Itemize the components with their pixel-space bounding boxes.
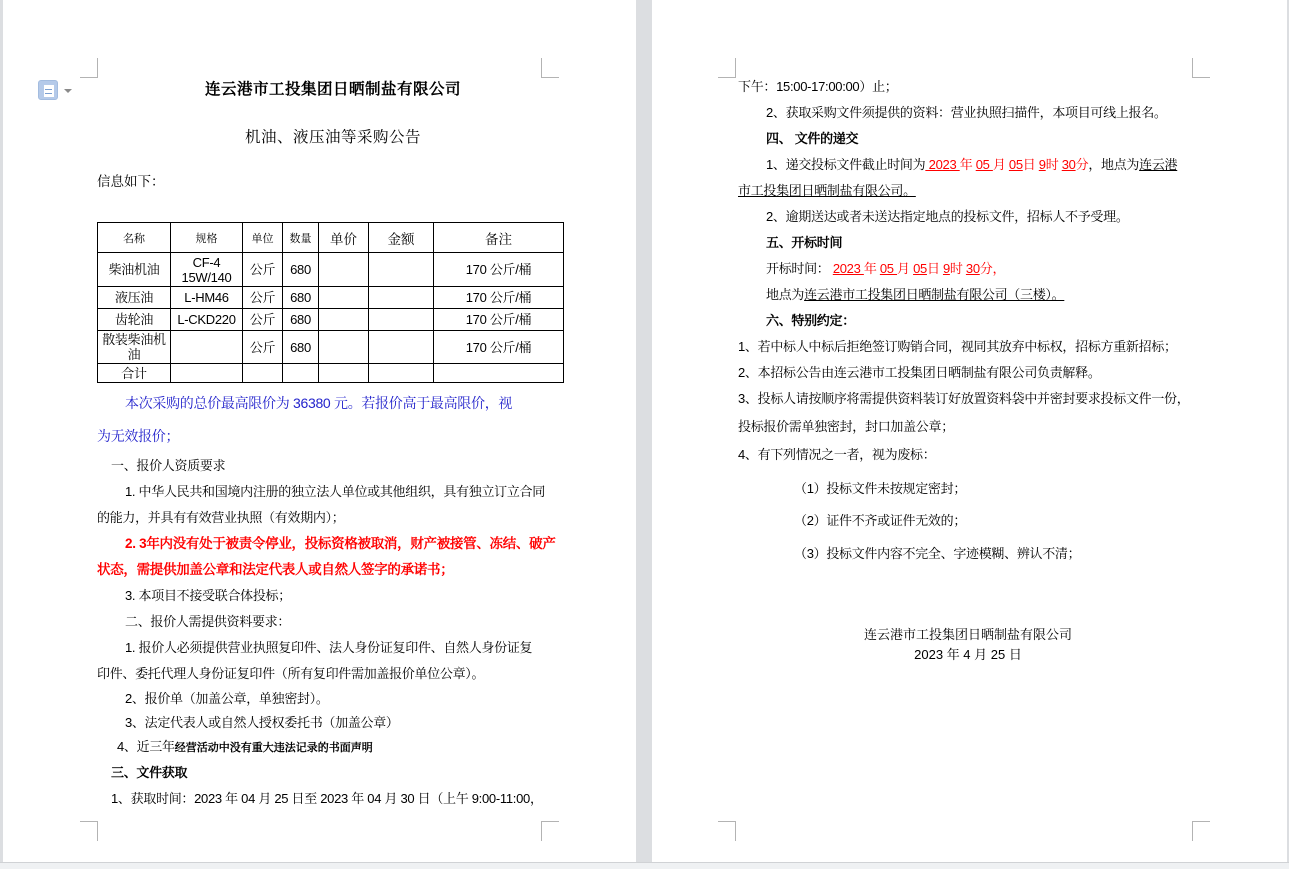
table-cell: 170 公斤/桶 xyxy=(434,287,564,309)
text-run: 连云港 xyxy=(1139,157,1178,172)
table-cell xyxy=(171,331,243,364)
text-run: 状态，需提供加盖公章和法定代表人或自然人签字的承诺书； xyxy=(97,562,454,577)
text-run: 五、开标时间 xyxy=(766,235,843,250)
paragraph xyxy=(97,387,569,453)
table-cell: CF-4 15W/140 xyxy=(171,253,243,287)
table-cell xyxy=(243,364,283,383)
text-run: 开标时间： xyxy=(766,261,833,276)
margin-crop-mark xyxy=(541,821,559,841)
table-cell: 170 公斤/桶 xyxy=(434,309,564,331)
paragraph xyxy=(738,100,1198,126)
paragraph xyxy=(738,204,1198,230)
text-run: （2）证件不齐或证件无效的； xyxy=(794,513,967,528)
table-cell: 680 xyxy=(283,331,319,364)
text-run: 市工投集团日晒制盐有限公司。 xyxy=(738,183,916,198)
text-run: 分 xyxy=(1075,157,1089,172)
table-cell: 680 xyxy=(283,287,319,309)
text-run: （3）投标文件内容不完全、字迹模糊、辨认不清； xyxy=(794,546,1081,561)
paragraph xyxy=(738,256,1198,282)
paragraph xyxy=(738,386,1198,412)
text-run: 地点为 xyxy=(766,287,805,302)
text-run: 2、获取采购文件须提供的资料：营业执照扫描件，本项目可线上报名。 xyxy=(766,105,1167,120)
text-run: 连云港市工投集团日晒制盐有限公司（三楼）。 xyxy=(804,287,1065,302)
text-run: 2023 xyxy=(832,261,864,276)
paragraph xyxy=(97,479,569,531)
text-run: 月 xyxy=(897,261,914,276)
text-run: 经营活动中没有重大违法记录的书面声明 xyxy=(174,742,373,754)
document-subtitle: 机油、液压油等采购公告 xyxy=(244,129,421,146)
table-cell: 公斤 xyxy=(243,253,283,287)
text-run: 年 xyxy=(863,261,880,276)
table-row xyxy=(98,309,564,331)
table-header-cell: 备注 xyxy=(434,223,564,253)
text-run: 2、逾期送达或者未送达指定地点的投标文件，招标人不予受理。 xyxy=(766,209,1129,224)
text-run: 投标报价需单独密封，封口加盖公章； xyxy=(738,419,954,434)
text-run: 3. 本项目不接受联合体投标； xyxy=(125,588,291,603)
table-cell: 公斤 xyxy=(243,331,283,364)
paragraph xyxy=(97,635,569,687)
table-header xyxy=(98,223,564,253)
paragraph xyxy=(97,735,569,760)
page-2-content xyxy=(738,0,1198,665)
table-cell: 680 xyxy=(283,253,319,287)
text-run: 4、近三年 xyxy=(117,739,175,754)
text-run: 30 xyxy=(965,261,980,276)
text-run: 2023 xyxy=(925,157,960,172)
text-run: 下午：15:00-17:00:00）止； xyxy=(738,79,898,94)
margin-crop-mark xyxy=(718,821,736,841)
table-cell: 液压油 xyxy=(98,287,171,309)
text-run: 三、文件获取 xyxy=(111,765,188,780)
signature-company: 连云港市工投集团日晒制盐有限公司 xyxy=(863,627,1072,642)
table-row xyxy=(98,331,564,364)
text-run: 日 xyxy=(1022,157,1039,172)
table-cell: 170 公斤/桶 xyxy=(434,331,564,364)
margin-crop-mark xyxy=(718,58,736,78)
text-run: 05 xyxy=(913,261,927,276)
table-cell: 齿轮油 xyxy=(98,309,171,331)
table-header-cell: 单位 xyxy=(243,223,283,253)
text-run: 30 xyxy=(1061,157,1076,172)
margin-crop-mark xyxy=(80,58,98,78)
paragraph xyxy=(97,711,569,735)
table-cell xyxy=(369,364,434,383)
text-run: 1、若中标人中标后拒绝签订购销合同，视同其放弃中标权，招标方重新招标； xyxy=(738,339,1177,354)
table-cell: 170 公斤/桶 xyxy=(434,253,564,287)
paste-options-button[interactable] xyxy=(38,80,72,101)
document-title: 连云港市工投集团日晒制盐有限公司 xyxy=(204,81,461,98)
table-cell xyxy=(283,364,319,383)
table-header-cell: 单价 xyxy=(319,223,369,253)
paragraph xyxy=(738,334,1198,360)
text-run: 印件、委托代理人身份证复印件（所有复印件需加盖报价单位公章）。 xyxy=(97,666,485,681)
text-run: 9 xyxy=(942,261,950,276)
text-run: 本次采购的总价最高限价为 36380 元。若报价高于最高限价，视 xyxy=(125,395,513,411)
table-cell: 合计 xyxy=(98,364,171,383)
table-cell xyxy=(369,287,434,309)
text-run: 为无效报价； xyxy=(97,428,180,444)
text-run: 2、本招标公告由连云港市工投集团日晒制盐有限公司负责解释。 xyxy=(738,365,1101,380)
text-run: 05 xyxy=(1008,157,1023,172)
text-run: 二、报价人需提供资料要求： xyxy=(125,614,291,629)
margin-crop-mark xyxy=(80,821,98,841)
text-run: （1）投标文件未按规定密封； xyxy=(794,481,967,496)
margin-crop-mark xyxy=(1192,821,1210,841)
text-run: 05 xyxy=(975,157,993,172)
page-1-content xyxy=(97,0,569,812)
text-run: 日 xyxy=(926,261,943,276)
chevron-down-icon xyxy=(64,89,72,93)
paragraph xyxy=(97,531,569,583)
table-cell xyxy=(319,253,369,287)
text-run: 3、法定代表人或自然人授权委托书（加盖公章） xyxy=(125,715,399,730)
text-run: 年 xyxy=(959,157,976,172)
table-cell xyxy=(369,331,434,364)
table-cell: 柴油机油 xyxy=(98,253,171,287)
table-cell xyxy=(319,309,369,331)
table-cell: 公斤 xyxy=(243,287,283,309)
table-header-cell: 金额 xyxy=(369,223,434,253)
text-run: 六、特别约定： xyxy=(766,313,855,328)
paragraph xyxy=(97,453,569,479)
table-cell: 680 xyxy=(283,309,319,331)
canvas-bottom-strip xyxy=(0,862,1289,869)
intro-line: 信息如下： xyxy=(97,174,165,189)
text-run: 一、报价人资质要求 xyxy=(111,458,226,473)
table-cell: 公斤 xyxy=(243,309,283,331)
table-header-cell: 名称 xyxy=(98,223,171,253)
text-run: 四、 文件的递交 xyxy=(766,131,859,146)
table-cell: L-CKD220 xyxy=(171,309,243,331)
clipboard-icon xyxy=(38,80,58,100)
text-run: 4、有下列情况之一者，视为废标： xyxy=(738,447,936,462)
table-cell: 散装柴油机油 xyxy=(98,331,171,364)
table-cell xyxy=(434,364,564,383)
paragraph xyxy=(738,508,1198,534)
signature-date: 2023 年 4 月 25 日 xyxy=(914,647,1022,662)
paragraph xyxy=(97,786,569,812)
paragraph xyxy=(97,583,569,609)
paragraph xyxy=(738,126,1198,152)
text-run: 时 xyxy=(949,261,966,276)
signature-block xyxy=(738,625,1198,665)
text-run: 月 xyxy=(992,157,1009,172)
table-header-cell: 规格 xyxy=(171,223,243,253)
text-run: 1、获取时间：2023 年 04 月 25 日至 2023 年 04 月 30 日（上午 9:00-11:00， xyxy=(111,791,543,806)
table-header-cell: 数量 xyxy=(283,223,319,253)
table-row xyxy=(98,287,564,309)
paragraph xyxy=(738,360,1198,386)
text-run: 05 xyxy=(879,261,898,276)
table-cell xyxy=(369,309,434,331)
text-run: 3、投标人请按顺序将需提供资料装订好放置资料袋中并密封要求投标文件一份， xyxy=(738,391,1190,406)
table-cell xyxy=(319,364,369,383)
paragraph xyxy=(97,760,569,786)
table-cell xyxy=(319,331,369,364)
paragraph xyxy=(738,541,1198,567)
paragraph xyxy=(738,414,1198,440)
paragraph xyxy=(738,230,1198,256)
page-2-paragraphs xyxy=(738,74,1198,567)
paragraph xyxy=(738,282,1198,308)
text-run: 的能力，并具有有效营业执照（有效期内）； xyxy=(97,510,345,525)
table-cell xyxy=(319,287,369,309)
paragraph xyxy=(738,442,1198,468)
paragraph xyxy=(738,74,1198,100)
page-1 xyxy=(3,0,636,862)
table-cell xyxy=(171,364,243,383)
text-run: 分， xyxy=(979,261,1006,276)
page-2 xyxy=(652,0,1287,862)
paragraph xyxy=(738,152,1198,204)
table-cell: L-HM46 xyxy=(171,287,243,309)
text-run: 2、报价单（加盖公章，单独密封）。 xyxy=(125,691,329,706)
text-run: 1. 中华人民共和国境内注册的独立法人单位或其他组织，具有独立订立合同 xyxy=(125,484,545,499)
paragraph xyxy=(97,687,569,711)
page-1-paragraphs xyxy=(97,387,569,812)
text-run: 时 xyxy=(1045,157,1062,172)
paragraph xyxy=(97,609,569,635)
procurement-table xyxy=(97,222,564,383)
paragraph xyxy=(738,476,1198,502)
table-cell xyxy=(369,253,434,287)
text-run: ，地点为 xyxy=(1088,157,1140,172)
text-run: 9 xyxy=(1038,157,1046,172)
text-run: 1. 报价人必须提供营业执照复印件、法人身份证复印件、自然人身份证复 xyxy=(125,640,533,655)
table-row xyxy=(98,364,564,383)
paragraph xyxy=(738,308,1198,334)
text-run: 2. 3年内没有处于被责令停业，投标资格被取消，财产被接管、冻结、破产 xyxy=(125,536,556,551)
text-run: 1、递交投标文件截止时间为 xyxy=(766,157,926,172)
table-row xyxy=(98,253,564,287)
